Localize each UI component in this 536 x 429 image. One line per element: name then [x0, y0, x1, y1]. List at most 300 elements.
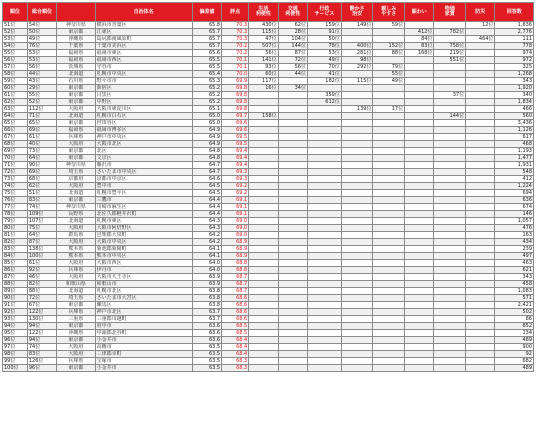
table-row: [3, 141, 534, 148]
table-cell: 80位: [3, 225, 28, 232]
table-cell: 64.3: [192, 218, 221, 225]
table-cell: 41位: [307, 71, 341, 78]
table-cell: 東京都: [57, 92, 95, 99]
table-cell: 28位: [278, 29, 307, 36]
table-cell: [405, 113, 434, 120]
table-cell: 146: [495, 211, 534, 218]
table-cell: [405, 246, 434, 253]
table-cell: [405, 239, 434, 246]
table-cell: 69.5: [222, 141, 249, 148]
table-cell: [434, 183, 466, 190]
table-cell: [341, 36, 373, 43]
table-cell: [405, 267, 434, 274]
table-cell: 65.2: [192, 85, 221, 92]
table-cell: 51位: [3, 22, 28, 29]
table-cell: [434, 176, 466, 183]
table-cell: [278, 120, 307, 127]
table-cell: 70.0: [222, 71, 249, 78]
table-cell: 71位: [3, 162, 28, 169]
table-cell: 1,477: [495, 155, 534, 162]
table-cell: 53位: [307, 50, 341, 57]
table-cell: [466, 148, 495, 155]
table-cell: 55位: [27, 92, 56, 99]
table-cell: 72位: [278, 57, 307, 64]
table-cell: [405, 148, 434, 155]
table-cell: 69.0: [222, 225, 249, 232]
table-cell: 972: [495, 57, 534, 64]
table-cell: 463: [495, 260, 534, 267]
table-cell: 340: [495, 92, 534, 99]
table-cell: 大阪府: [57, 141, 95, 148]
table-cell: [278, 106, 307, 113]
table-cell: 115位: [249, 29, 278, 36]
table-cell: [434, 365, 466, 372]
table-cell: 64位: [3, 113, 28, 120]
table-cell: [278, 204, 307, 211]
table-cell: [249, 267, 278, 274]
table-cell: [405, 22, 434, 29]
table-cell: 和歌山県: [57, 281, 95, 288]
table-header-row: [3, 3, 534, 22]
table-cell: [434, 344, 466, 351]
column-header: 賑わい: [405, 3, 434, 22]
table-cell: 34位: [278, 85, 307, 92]
table-cell: [373, 197, 405, 204]
table-cell: [373, 211, 405, 218]
table-cell: [373, 29, 405, 36]
table-cell: [249, 197, 278, 204]
table-cell: [278, 162, 307, 169]
table-cell: [405, 162, 434, 169]
table-cell: 87位: [3, 274, 28, 281]
table-cell: 北海道: [57, 218, 95, 225]
table-cell: [373, 232, 405, 239]
table-cell: 70.3: [222, 22, 249, 29]
table-cell: 92: [495, 351, 534, 358]
table-cell: [466, 57, 495, 64]
table-cell: [466, 218, 495, 225]
table-cell: [373, 288, 405, 295]
table-cell: 65.4: [192, 71, 221, 78]
table-cell: [466, 190, 495, 197]
table-cell: 北海道: [57, 71, 95, 78]
table-cell: 412: [495, 176, 534, 183]
table-cell: 76位: [3, 197, 28, 204]
table-cell: 64.5: [192, 190, 221, 197]
table-cell: 福岡市博多区: [95, 127, 192, 134]
table-cell: [373, 309, 405, 316]
table-cell: 81位: [3, 232, 28, 239]
table-cell: 69.0: [222, 218, 249, 225]
table-cell: 93位: [249, 64, 278, 71]
table-cell: 京都府: [57, 176, 95, 183]
table-cell: [405, 302, 434, 309]
table-row: [3, 197, 534, 204]
column-header: 順位: [3, 3, 28, 22]
table-cell: 埼玉県: [57, 169, 95, 176]
table-cell: [341, 183, 373, 190]
table-cell: [434, 71, 466, 78]
table-cell: 大阪府: [57, 183, 95, 190]
table-cell: [373, 113, 405, 120]
table-cell: 51位: [27, 190, 56, 197]
table-cell: 68.9: [222, 253, 249, 260]
table-row: [3, 57, 534, 64]
table-cell: 65.7: [192, 36, 221, 43]
table-cell: [278, 316, 307, 323]
table-cell: [341, 141, 373, 148]
table-cell: [278, 169, 307, 176]
table-cell: 2,776: [495, 29, 534, 36]
table-row: [3, 344, 534, 351]
table-row: [3, 85, 534, 92]
table-cell: [249, 288, 278, 295]
table-row: [3, 358, 534, 365]
column-header: 物価 家賃: [434, 3, 466, 22]
table-cell: 68.7: [222, 274, 249, 281]
table-cell: [373, 239, 405, 246]
table-cell: 152位: [373, 43, 405, 50]
table-row: [3, 36, 534, 43]
table-cell: 70位: [3, 155, 28, 162]
table-cell: [434, 358, 466, 365]
table-cell: 44位: [278, 71, 307, 78]
table-cell: 83位: [27, 197, 56, 204]
table-cell: [373, 225, 405, 232]
table-cell: 95位: [3, 330, 28, 337]
table-cell: [249, 148, 278, 155]
table-cell: [434, 267, 466, 274]
table-cell: [278, 78, 307, 85]
table-cell: [249, 120, 278, 127]
table-cell: [249, 309, 278, 316]
table-cell: 141位: [249, 57, 278, 64]
table-cell: 69.3: [222, 176, 249, 183]
table-cell: [278, 211, 307, 218]
table-cell: 682: [495, 358, 534, 365]
table-cell: [434, 351, 466, 358]
table-row: [3, 260, 534, 267]
table-cell: [278, 218, 307, 225]
table-cell: 68.9: [222, 239, 249, 246]
table-cell: [434, 36, 466, 43]
table-cell: 63.5: [192, 351, 221, 358]
table-cell: 112位: [27, 106, 56, 113]
table-cell: [249, 225, 278, 232]
table-cell: 北海道: [57, 288, 95, 295]
table-cell: 89位: [3, 288, 28, 295]
table-cell: [341, 197, 373, 204]
table-cell: 64.0: [192, 260, 221, 267]
table-cell: 91位: [307, 29, 341, 36]
table-cell: 65.1: [192, 106, 221, 113]
table-cell: 74位: [27, 344, 56, 351]
table-cell: 兵庫県: [57, 134, 95, 141]
table-cell: 65.7: [192, 43, 221, 50]
table-cell: 大阪市阿倍野区: [95, 225, 192, 232]
table-row: [3, 162, 534, 169]
table-cell: 京都市中京区: [95, 176, 192, 183]
table-cell: [434, 295, 466, 302]
table-cell: 1,636: [495, 22, 534, 29]
table-cell: 68位: [27, 176, 56, 183]
table-cell: [278, 232, 307, 239]
table-cell: 782位: [434, 29, 466, 36]
table-cell: 115位: [341, 78, 373, 85]
table-cell: [434, 190, 466, 197]
table-cell: 900: [495, 344, 534, 351]
table-cell: 兵庫県: [57, 309, 95, 316]
table-cell: [373, 134, 405, 141]
table-row: [3, 218, 534, 225]
table-row: [3, 288, 534, 295]
table-cell: [434, 85, 466, 92]
table-cell: [341, 127, 373, 134]
column-header: 自治体名: [95, 3, 192, 22]
table-cell: 88位: [27, 288, 56, 295]
table-cell: 507位: [249, 43, 278, 50]
table-cell: 489: [495, 337, 534, 344]
table-row: [3, 176, 534, 183]
table-cell: 東京都: [57, 120, 95, 127]
table-cell: [434, 197, 466, 204]
table-cell: 69.8: [222, 85, 249, 92]
table-cell: [466, 288, 495, 295]
table-cell: [373, 190, 405, 197]
table-cell: 沖縄県: [57, 330, 95, 337]
table-cell: [466, 85, 495, 92]
column-header: 評点: [222, 3, 249, 22]
table-body: [3, 22, 534, 372]
table-cell: [373, 99, 405, 106]
table-cell: 73位: [3, 176, 28, 183]
table-cell: 64.3: [192, 225, 221, 232]
table-cell: 三津郡幸町: [95, 351, 192, 358]
table-cell: 56位: [278, 64, 307, 71]
table-cell: 50位: [27, 29, 56, 36]
table-cell: 58位: [3, 71, 28, 78]
table-cell: 大阪府: [57, 260, 95, 267]
table-cell: 邑楽郡大泉町: [95, 232, 192, 239]
table-cell: 40位: [27, 141, 56, 148]
table-cell: 小金井市: [95, 337, 192, 344]
table-cell: [341, 274, 373, 281]
table-cell: 65.0: [192, 120, 221, 127]
table-cell: [307, 225, 341, 232]
table-cell: [466, 295, 495, 302]
table-cell: [307, 120, 341, 127]
table-cell: 69.7: [222, 113, 249, 120]
table-cell: [249, 351, 278, 358]
table-cell: 46位: [27, 274, 56, 281]
table-cell: [341, 365, 373, 372]
table-cell: [278, 351, 307, 358]
table-cell: 68.7: [222, 281, 249, 288]
table-cell: [341, 99, 373, 106]
table-cell: [405, 169, 434, 176]
table-cell: 412位: [405, 29, 434, 36]
table-cell: [466, 71, 495, 78]
table-cell: 69.8: [222, 92, 249, 99]
table-cell: [466, 155, 495, 162]
table-cell: [466, 358, 495, 365]
table-cell: [405, 358, 434, 365]
table-cell: [434, 246, 466, 253]
table-row: [3, 113, 534, 120]
table-cell: 98位: [341, 57, 373, 64]
table-cell: 68.6: [222, 295, 249, 302]
table-row: [3, 239, 534, 246]
table-cell: 359位: [307, 92, 341, 99]
table-cell: 612位: [307, 99, 341, 106]
table-cell: 62位: [278, 22, 307, 29]
table-cell: [249, 155, 278, 162]
table-cell: [434, 106, 466, 113]
table-cell: 三鷹市: [95, 197, 192, 204]
table-cell: [373, 155, 405, 162]
table-cell: [341, 323, 373, 330]
table-cell: [434, 225, 466, 232]
table-row: [3, 204, 534, 211]
table-row: [3, 106, 534, 113]
table-cell: [466, 225, 495, 232]
table-cell: [341, 92, 373, 99]
table-cell: [249, 127, 278, 134]
table-cell: [405, 71, 434, 78]
table-row: [3, 134, 534, 141]
table-cell: 北海道: [57, 190, 95, 197]
table-cell: 974: [495, 50, 534, 57]
table-cell: 64.8: [192, 155, 221, 162]
table-cell: 69.4: [222, 155, 249, 162]
table-cell: [249, 337, 278, 344]
table-cell: 72位: [27, 295, 56, 302]
table-cell: [405, 99, 434, 106]
table-cell: 69.4: [222, 162, 249, 169]
table-cell: [278, 323, 307, 330]
table-cell: 55位: [3, 50, 28, 57]
table-cell: 東京都: [57, 323, 95, 330]
table-cell: [307, 337, 341, 344]
table-cell: [405, 134, 434, 141]
table-cell: [405, 351, 434, 358]
table-cell: 熊本県: [57, 246, 95, 253]
table-cell: 江東区: [95, 29, 192, 36]
table-cell: 神戸市中央区: [95, 134, 192, 141]
table-cell: [373, 92, 405, 99]
table-cell: 59位: [373, 22, 405, 29]
table-cell: [405, 176, 434, 183]
table-cell: 138位: [27, 246, 56, 253]
table-row: [3, 148, 534, 155]
table-cell: [307, 155, 341, 162]
table-row: [3, 64, 534, 71]
table-cell: 69.2: [222, 190, 249, 197]
table-cell: [307, 106, 341, 113]
table-cell: 458: [495, 281, 534, 288]
table-cell: 144位: [434, 113, 466, 120]
table-cell: 43位: [27, 78, 56, 85]
table-cell: [249, 169, 278, 176]
table-cell: 64.8: [192, 148, 221, 155]
table-cell: [373, 281, 405, 288]
table-cell: 3,436: [495, 120, 534, 127]
table-cell: 東京都: [57, 99, 95, 106]
table-cell: [466, 169, 495, 176]
table-cell: [341, 134, 373, 141]
table-cell: 福岡県: [57, 57, 95, 64]
table-cell: 430位: [249, 22, 278, 29]
table-cell: 82位: [27, 281, 56, 288]
table-cell: [249, 323, 278, 330]
table-cell: 139位: [341, 106, 373, 113]
table-cell: [405, 330, 434, 337]
table-cell: 65.6: [192, 50, 221, 57]
table-cell: [405, 316, 434, 323]
table-cell: [405, 106, 434, 113]
table-cell: 菊池郡菊陽町: [95, 246, 192, 253]
table-cell: [249, 246, 278, 253]
table-cell: [434, 204, 466, 211]
table-cell: 72位: [3, 169, 28, 176]
table-cell: 434: [495, 239, 534, 246]
table-cell: [307, 113, 341, 120]
table-cell: 84位: [3, 253, 28, 260]
column-header: 行政 サービス: [307, 3, 341, 22]
table-cell: [434, 78, 466, 85]
table-cell: [373, 274, 405, 281]
table-cell: 69.6: [222, 120, 249, 127]
table-cell: 練馬区: [95, 302, 192, 309]
table-cell: 68.9: [222, 246, 249, 253]
table-cell: [249, 162, 278, 169]
table-cell: 343: [495, 274, 534, 281]
table-cell: 84位: [405, 36, 434, 43]
table-cell: 53位: [3, 36, 28, 43]
table-cell: 100位: [27, 253, 56, 260]
table-cell: 464位: [466, 36, 495, 43]
table-cell: [434, 323, 466, 330]
table-cell: [341, 176, 373, 183]
table-cell: 63.6: [192, 330, 221, 337]
table-cell: [278, 288, 307, 295]
table-cell: 83位: [3, 246, 28, 253]
table-cell: 大阪市東淀川区: [95, 106, 192, 113]
table-cell: 63.7: [192, 309, 221, 316]
table-cell: 1,268: [495, 71, 534, 78]
table-cell: 69.3: [222, 169, 249, 176]
table-cell: [373, 246, 405, 253]
table-cell: 75位: [3, 190, 28, 197]
table-cell: 96位: [27, 365, 56, 372]
table-cell: 石川県: [57, 78, 95, 85]
table-cell: 59位: [3, 78, 28, 85]
table-cell: 86位: [3, 267, 28, 274]
table-cell: 55位: [373, 71, 405, 78]
table-cell: 76位: [27, 43, 56, 50]
table-cell: [341, 302, 373, 309]
table-cell: [434, 232, 466, 239]
table-cell: 29位: [27, 85, 56, 92]
table-cell: 68.4: [222, 337, 249, 344]
table-cell: [373, 344, 405, 351]
table-cell: [341, 148, 373, 155]
table-cell: 16位: [249, 85, 278, 92]
table-cell: 69.1: [222, 204, 249, 211]
table-cell: [405, 155, 434, 162]
table-cell: 高槻市: [95, 344, 192, 351]
table-cell: [249, 302, 278, 309]
